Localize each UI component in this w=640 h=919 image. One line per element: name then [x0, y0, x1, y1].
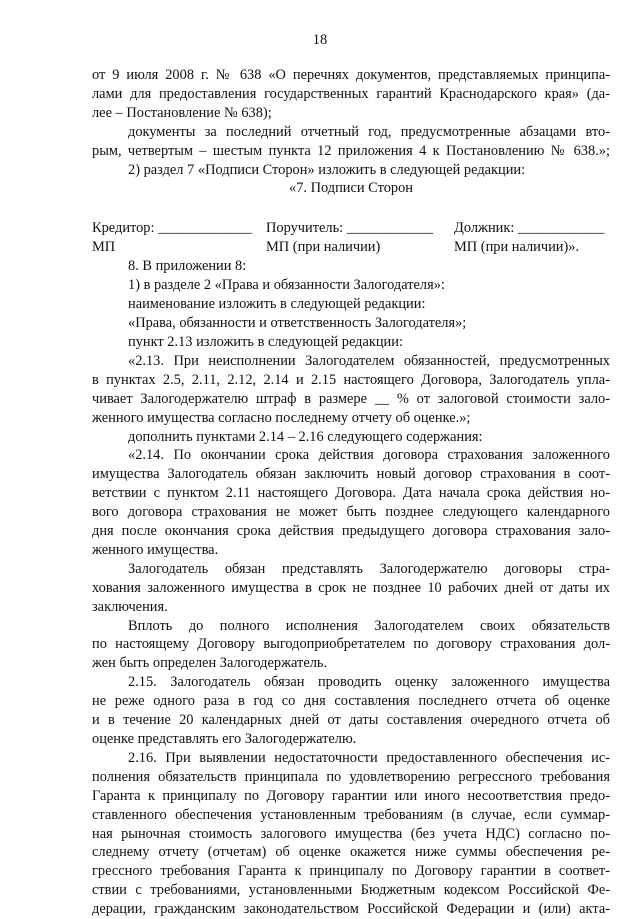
text-line: ная рыночная стоимость залогового имущества (без учета НДС) согласно по-: [92, 825, 610, 842]
text-line: женного имущества.: [92, 541, 219, 558]
text-line: следнему отчету (отчетам) об оценке окажется ниже суммы обеспечения ре-: [92, 844, 610, 861]
text-line: хования заложенного имущества в срок не позднее 10 рабочих дней от даты их: [92, 579, 610, 596]
text-line: лами для предоставления государственных гарантий Краснодарского края» (да-: [92, 85, 610, 102]
text-line: грессного требования Гаранта к принципалу по Договору гарантии в соответ-: [92, 863, 610, 880]
text-line: лее – Постановление № 638);: [92, 104, 272, 121]
text-line: оценке представлять его Залогодержателю.: [92, 731, 357, 747]
text-line: ставленного обеспечения установленным требованиям (в случае, если суммар-: [92, 806, 610, 823]
text-line: женного имущества согласно последнему отчету об оценке.»;: [92, 409, 471, 426]
text-line: Гаранта к принципалу по Договору гарантии или иного несоответствия предо-: [92, 787, 610, 804]
text-line: 2.16. При выявлении недостаточности предоставленного обеспечения ис-: [128, 749, 610, 766]
seal-mark-1: МП: [92, 239, 116, 256]
text-line: 2) раздел 7 «Подписи Сторон» изложить в следующей редакции:: [128, 161, 526, 178]
text-line: наименование изложить в следующей редакции:: [128, 296, 426, 313]
document-body: [92, 66, 610, 919]
clause-2-14-beneficiary: [92, 617, 610, 674]
signature-debtor: Должник: ____________: [454, 220, 605, 237]
clause-2-14-insurance-submission: [92, 560, 610, 617]
text-line: чивает Залогодержателю штраф в размере __ % от залоговой стоимости зало-: [92, 390, 610, 407]
text-line: ветствии с пунктом 2.11 настоящего Договора. Дата начала срока действия но-: [92, 485, 610, 502]
text-line: 1) в разделе 2 «Права и обязанности Залогодателя»:: [128, 277, 445, 294]
paragraph-resolution-reference: [92, 66, 610, 123]
text-line: ствии с требованиями, установленными Бюджетным кодексом Российской Фе-: [92, 882, 610, 899]
text-line: 8. В приложении 8:: [128, 258, 247, 275]
clause-2-13: [92, 352, 610, 428]
text-line: жен быть определен Залогодержатель.: [92, 655, 328, 672]
signature-guarantor: Поручитель: ____________: [266, 220, 434, 237]
text-line: «2.13. При неисполнении Залогодателем обязанностей, предусмотренных: [128, 352, 610, 369]
text-line: рым, четвертым – шестым пункта 12 приложения 4 к Постановлению № 638.»;: [92, 142, 610, 159]
text-line: дерации, гражданским законодательством Российской Федерации и (или) акта-: [92, 901, 610, 918]
appendix-8-changes: [92, 257, 610, 352]
text-line: дополнить пунктами 2.14 – 2.16 следующего содержания:: [128, 428, 483, 445]
clause-2-14: [92, 446, 610, 559]
text-line: имущества Залогодатель обязан заключить новый договор страхования в соот-: [92, 466, 610, 483]
text-line: Вплоть до полного исполнения Залогодателем своих обязательств: [128, 617, 610, 634]
text-line: не реже одного раза в год со дня составления последнего отчета об оценке: [92, 693, 610, 710]
page-number: 18: [312, 32, 328, 48]
text-line: Залогодатель обязан представлять Залогодержателю договоры стра-: [128, 560, 610, 577]
paragraph-documents: [92, 123, 610, 161]
seal-mark-2: МП (при наличии): [266, 239, 381, 256]
text-line: и в течение 20 календарных дней от даты составления очередного отчета об: [92, 712, 610, 729]
text-line: 2.15. Залогодатель обязан проводить оценку заложенного имущества: [128, 674, 610, 691]
text-line: полнения обязательств принципала по удовлетворению регрессного требования: [92, 768, 610, 785]
clause-2-16: [92, 749, 610, 919]
text-line: вого договора страхования не может быть позднее следующего календарного: [92, 504, 610, 521]
text-line: «Права, обязанности и ответственность Залогодателя»;: [128, 315, 467, 332]
text-line: дня после окончания срока действия предыдущего договора страхования зало-: [92, 523, 610, 540]
section-title: «7. Подписи Сторон: [289, 180, 413, 197]
text-line: пункт 2.13 изложить в следующей редакции:: [128, 333, 403, 350]
text-line: «2.14. По окончании срока действия договора страхования заложенного: [128, 447, 610, 464]
text-line: заключения.: [92, 598, 168, 615]
text-line: документы за последний отчетный год, предусмотренные абзацами вто-: [128, 123, 610, 140]
signature-block: [92, 219, 610, 257]
text-line: в пунктах 2.5, 2.11, 2.12, 2.14 и 2.15 настоящего Договора, Залогодатель упла-: [92, 371, 610, 388]
clause-2-15: [92, 673, 610, 749]
text-line: от 9 июля 2008 г. № 638 «О перечнях документов, представляемых принципа-: [92, 67, 610, 83]
signature-creditor: Кредитор: _____________: [92, 220, 252, 237]
seal-mark-3: МП (при наличии)».: [454, 239, 580, 256]
text-line: по настоящему Договору выгодоприобретателем по договору страхования дол-: [92, 636, 610, 653]
